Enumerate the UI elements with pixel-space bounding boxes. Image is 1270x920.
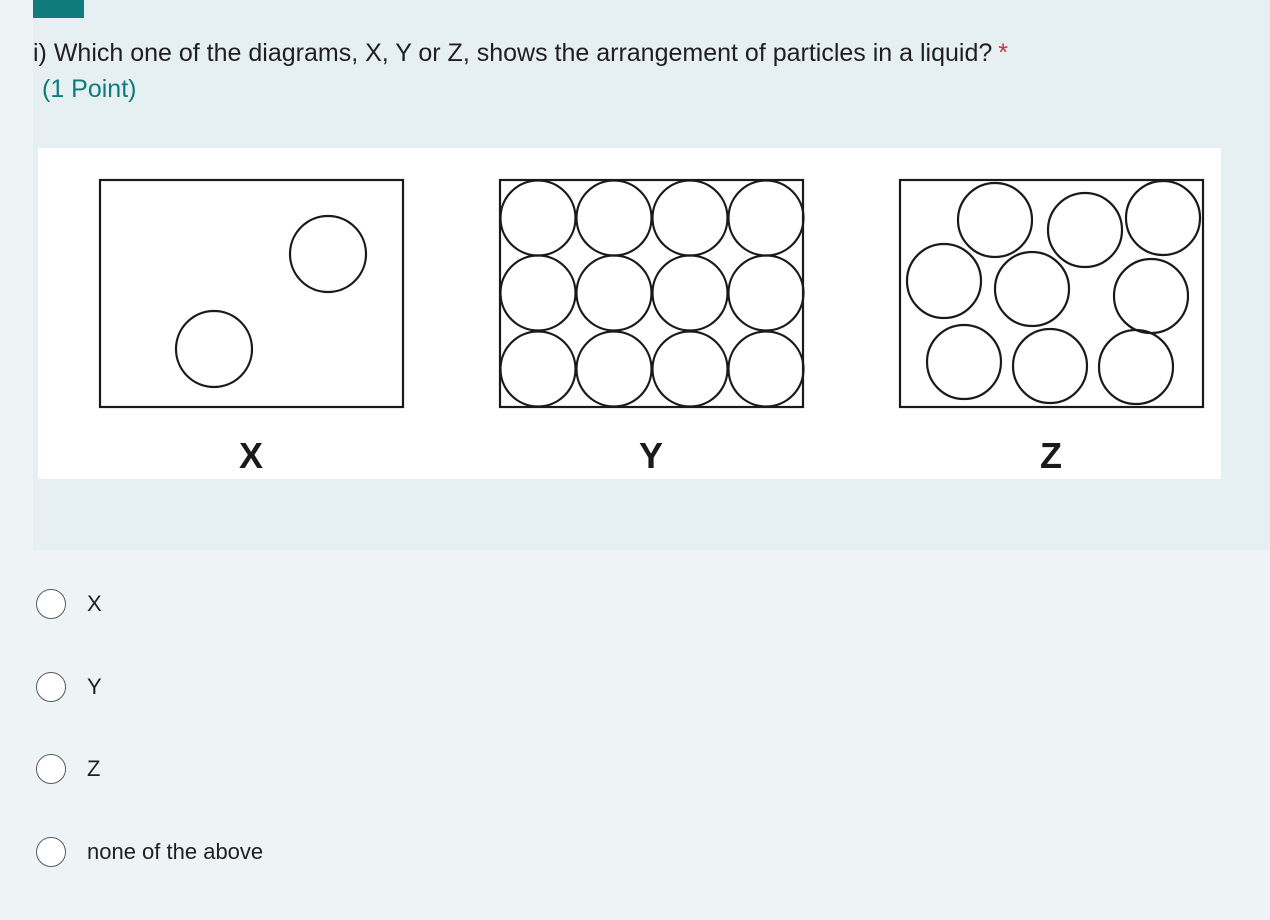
required-marker: * bbox=[998, 39, 1009, 67]
diagram-y-particle bbox=[653, 332, 728, 407]
question-points: (1 Point) bbox=[42, 75, 137, 103]
diagram-y-particle bbox=[729, 256, 804, 331]
diagram-y-particle bbox=[577, 256, 652, 331]
diagram-z-particle bbox=[958, 183, 1032, 257]
question-number-tab bbox=[33, 0, 84, 18]
diagram-z-particle bbox=[1099, 330, 1173, 404]
diagram-y-particle bbox=[729, 332, 804, 407]
diagram-z-particle bbox=[1013, 329, 1087, 403]
diagram-z-particle bbox=[995, 252, 1069, 326]
diagram-y-particle bbox=[577, 332, 652, 407]
choice-label: X bbox=[87, 591, 102, 616]
diagram-y-particle bbox=[501, 332, 576, 407]
question-text: i) Which one of the diagrams, X, Y or Z, shows the arrangement of particles in a liquid? bbox=[33, 39, 993, 67]
diagram-y-particle bbox=[577, 181, 652, 256]
diagram-y-particle bbox=[653, 256, 728, 331]
radio-button[interactable] bbox=[36, 672, 66, 702]
radio-button[interactable] bbox=[36, 589, 66, 619]
radio-button[interactable] bbox=[36, 837, 66, 867]
diagram-image bbox=[38, 148, 1221, 479]
diagram-x-particle bbox=[290, 216, 366, 292]
choice-label: Y bbox=[87, 674, 102, 699]
choice-label: Z bbox=[87, 756, 101, 781]
diagram-z-particle bbox=[1114, 259, 1188, 333]
diagram-label-z: Z bbox=[1040, 435, 1062, 476]
question-title bbox=[33, 37, 1008, 69]
diagram-y-particle bbox=[501, 181, 576, 256]
choice-z[interactable] bbox=[36, 752, 100, 786]
diagram-label-x: X bbox=[238, 435, 264, 476]
diagram-x-particle bbox=[176, 311, 252, 387]
choice-none-of-the-above[interactable] bbox=[36, 835, 263, 869]
diagram-label-y: Y bbox=[638, 435, 664, 476]
diagram-z-particle bbox=[1048, 193, 1122, 267]
choice-y[interactable] bbox=[36, 670, 102, 704]
diagram-z-particle bbox=[927, 325, 1001, 399]
choice-label: none of the above bbox=[87, 839, 264, 864]
diagram-y-particle bbox=[653, 181, 728, 256]
diagram-y-particle bbox=[501, 256, 576, 331]
diagram-y-particle bbox=[729, 181, 804, 256]
diagram-z-particle bbox=[907, 244, 981, 318]
choice-x[interactable] bbox=[36, 587, 102, 621]
diagram-x-box bbox=[100, 180, 403, 407]
radio-button[interactable] bbox=[36, 754, 66, 784]
diagram-z-particle bbox=[1126, 181, 1200, 255]
